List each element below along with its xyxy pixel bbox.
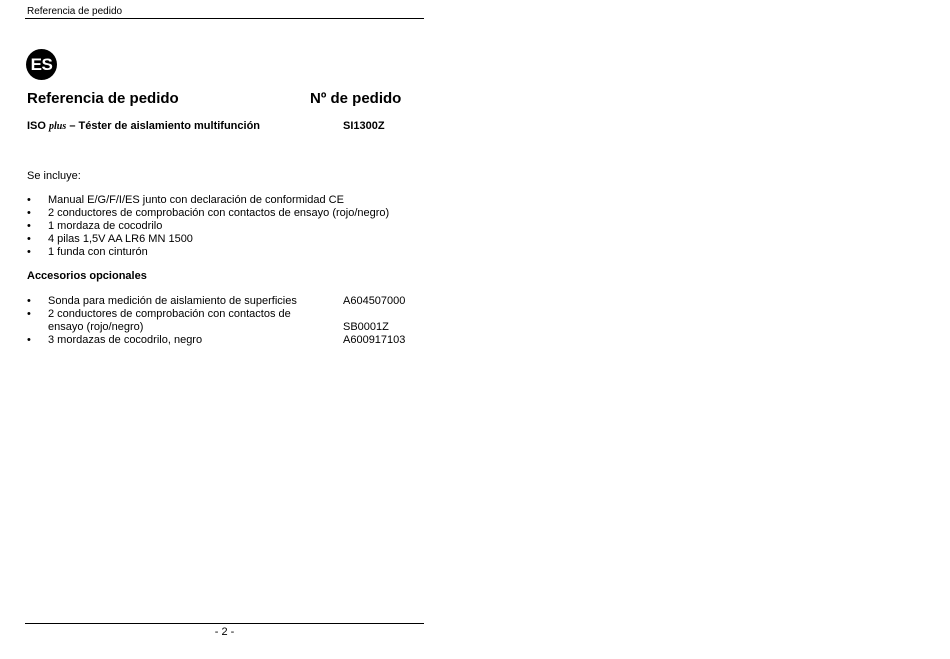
product-plus-logo: plus: [49, 121, 67, 132]
list-item: [27, 194, 389, 207]
item-text: 1 mordaza de cocodrilo: [48, 220, 163, 232]
included-label: Se incluye:: [27, 170, 81, 182]
included-list: [27, 194, 389, 259]
item-code: A600917103: [343, 334, 406, 346]
item-text: 4 pilas 1,5V AA LR6 MN 1500: [48, 233, 193, 245]
footer-divider: [25, 623, 424, 624]
item-code: A604507000: [343, 295, 406, 307]
bullet-icon: •: [27, 246, 31, 258]
bullet-icon: •: [27, 207, 31, 219]
item-text: Manual E/G/F/I/ES junto con declaración de conformidad CE: [48, 194, 344, 206]
list-item: [27, 308, 427, 334]
list-item: [27, 295, 427, 308]
item-text: 2 conductores de comprobación con contactos de ensayo (rojo/negro): [48, 207, 390, 219]
item-code: SB0001Z: [343, 321, 389, 333]
list-item: [27, 334, 427, 347]
header-divider: [25, 18, 424, 19]
item-text: 1 funda con cinturón: [48, 246, 148, 258]
list-item: [27, 233, 389, 246]
product-name: [27, 120, 260, 132]
bullet-icon: •: [27, 233, 31, 245]
page-number: - 2 -: [214, 626, 235, 638]
bullet-icon: •: [27, 308, 31, 320]
bullet-icon: •: [27, 194, 31, 206]
bullet-icon: •: [27, 334, 31, 346]
item-text: 2 conductores de comprobación con contactos de ensayo (rojo/negro): [48, 308, 291, 333]
list-item: [27, 220, 389, 233]
section-heading: Referencia de pedido: [27, 90, 179, 107]
item-text: 3 mordazas de cocodrilo, negro: [48, 334, 203, 346]
bullet-icon: •: [27, 295, 31, 307]
product-description: – Téster de aislamiento multifunción: [69, 120, 261, 132]
order-number-heading: Nº de pedido: [310, 90, 402, 107]
accessories-list: [27, 295, 427, 347]
product-prefix: ISO: [27, 120, 46, 132]
product-code: SI1300Z: [343, 120, 385, 132]
bullet-icon: •: [27, 220, 31, 232]
list-item: [27, 246, 389, 259]
accessories-title: Accesorios opcionales: [27, 270, 147, 282]
language-badge: ES: [26, 49, 57, 80]
running-header: Referencia de pedido: [27, 6, 123, 17]
item-text: Sonda para medición de aislamiento de superficies: [48, 295, 297, 307]
list-item: [27, 207, 389, 220]
